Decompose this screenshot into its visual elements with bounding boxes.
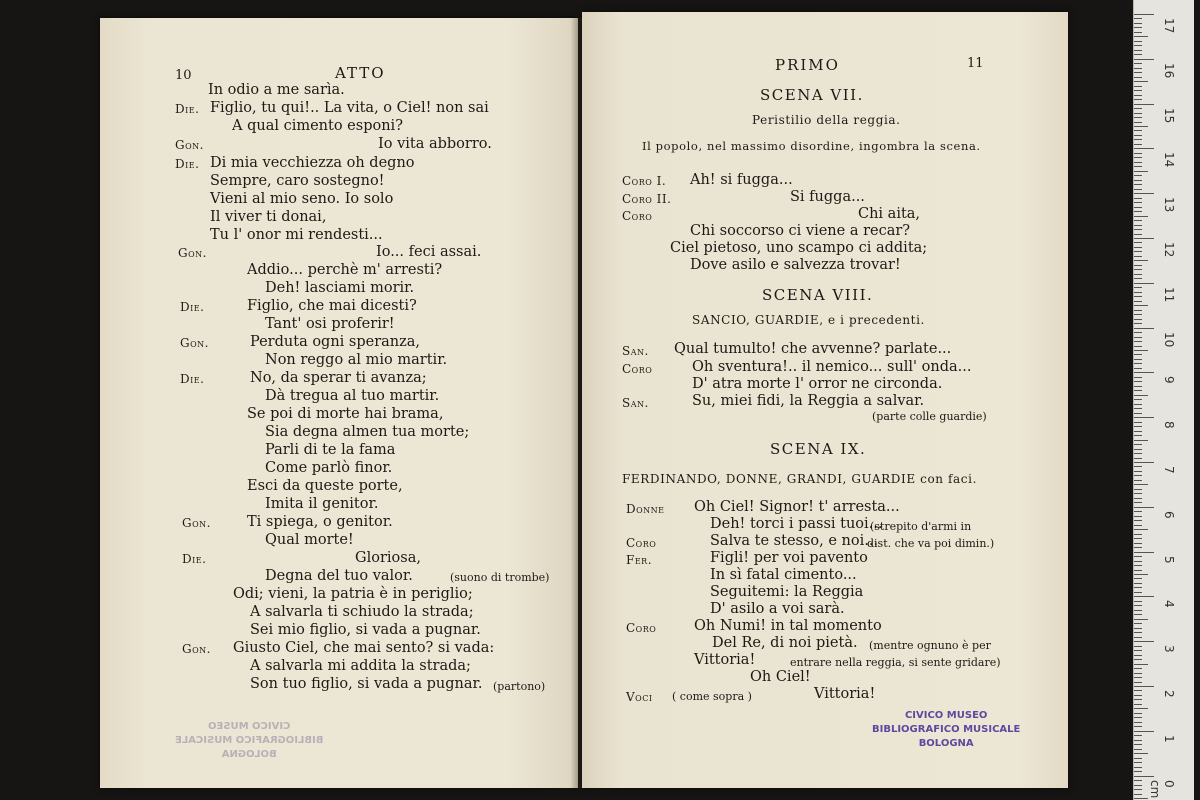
ruler-tick [1134, 381, 1142, 382]
speaker: Gon. [175, 138, 204, 152]
ruler-tick [1134, 587, 1142, 588]
speaker: Die. [175, 157, 200, 171]
ruler-tick [1134, 619, 1148, 620]
ruler-tick [1134, 180, 1142, 181]
ruler-tick [1134, 516, 1142, 517]
ruler-tick [1134, 189, 1142, 190]
ruler-tick [1134, 547, 1142, 548]
ruler-tick [1134, 36, 1148, 37]
verse-line: Deh! lasciami morir. [265, 280, 415, 296]
verse-line: Addio... perchè m' arresti? [247, 262, 443, 278]
ruler-tick [1134, 108, 1142, 109]
left-page [100, 18, 578, 788]
ruler-tick [1134, 502, 1142, 503]
ruler-tick [1134, 202, 1142, 203]
ruler-tick [1134, 475, 1142, 476]
ruler-number: 8 [1162, 421, 1176, 429]
verse-line: Se poi di morte hai brama, [247, 406, 444, 422]
ruler-tick [1134, 767, 1142, 768]
ruler-tick [1134, 690, 1142, 691]
scene-cast: FERDINANDO, DONNE, GRANDI, GUARDIE con faci. [622, 472, 977, 486]
speaker: Gon. [178, 246, 207, 260]
verse-line: Vittoria! [694, 652, 756, 668]
speaker: San. [622, 344, 649, 358]
verse-line: In sì fatal cimento... [710, 567, 857, 583]
verse-line: Qual morte! [265, 532, 354, 548]
ruler-tick [1134, 440, 1148, 441]
ruler-tick [1134, 153, 1142, 154]
ruler-tick [1134, 682, 1142, 683]
stage-direction: dist. che va poi dimin.) [867, 537, 995, 550]
ruler-tick [1134, 762, 1142, 763]
speaker: Gon. [182, 516, 211, 530]
ruler-tick [1134, 14, 1154, 15]
ruler-tick [1134, 605, 1142, 606]
ruler-tick [1134, 753, 1148, 754]
verse-line: Oh Ciel! Signor! t' arresta... [694, 499, 900, 515]
verse-line: Figlio, che mai dicesti? [247, 298, 417, 314]
verse-line: Degna del tuo valor. [265, 568, 413, 584]
ruler-number: 9 [1162, 376, 1176, 385]
verse-line: Ti spiega, o genitor. [247, 514, 393, 530]
speaker: Voci [626, 690, 653, 704]
ruler-tick [1134, 708, 1148, 709]
ruler-tick [1134, 328, 1154, 329]
ruler-number: 13 [1162, 197, 1176, 213]
verse-line: Del Re, di noi pietà. [712, 635, 858, 651]
verse-line: Di mia vecchiezza oh degno [210, 155, 415, 171]
ruler-tick [1134, 601, 1142, 602]
ruler-number: 12 [1162, 242, 1176, 258]
stage-direction: entrare nella reggia, si sente gridare) [790, 656, 1001, 669]
ruler-tick [1134, 157, 1142, 158]
ruler-tick [1134, 283, 1154, 284]
verse-line: A qual cimento esponi? [232, 118, 403, 134]
ruler-number: 0 cm [1148, 779, 1176, 798]
verse-line: In odio a me sarìa. [208, 82, 345, 98]
ruler-tick [1134, 211, 1142, 212]
stage-direction: ( come sopra ) [672, 690, 752, 703]
ruler-tick [1134, 99, 1142, 100]
ruler-tick [1134, 354, 1142, 355]
ruler-tick [1134, 713, 1142, 714]
verse-line: Sempre, caro sostegno! [210, 173, 385, 189]
ruler-number: 7 [1162, 466, 1176, 474]
speaker: Coro II. [622, 192, 672, 206]
measuring-ruler [1133, 0, 1194, 800]
ruler-tick [1134, 346, 1142, 347]
ruler-tick [1134, 399, 1142, 400]
verse-line: Giusto Ciel, che mai sento? si vada: [233, 640, 495, 656]
ruler-tick [1134, 785, 1142, 786]
ruler-number: 1 [1162, 734, 1176, 743]
ruler-tick [1134, 744, 1142, 745]
ruler-tick [1134, 377, 1142, 378]
speaker: Coro [622, 362, 653, 376]
ruler-tick [1134, 794, 1142, 795]
verse-line: Ah! si fugga... [690, 172, 793, 188]
ruler-tick [1134, 166, 1142, 167]
ruler-tick [1134, 162, 1142, 163]
ruler-tick [1134, 565, 1142, 566]
scene-title: SCENA IX. [770, 440, 867, 458]
ruler-tick [1134, 386, 1142, 387]
ruler-tick [1134, 68, 1142, 69]
verse-line: D' asilo a voi sarà. [710, 601, 845, 617]
ruler-tick [1134, 493, 1142, 494]
ruler-tick [1134, 511, 1142, 512]
verse-line: Qual tumulto! che avvenne? parlate... [674, 341, 952, 357]
verse-line: Seguitemi: la Reggia [710, 584, 864, 600]
ruler-tick [1134, 350, 1148, 351]
ruler-number: 14 [1162, 152, 1176, 168]
ruler-tick [1134, 90, 1142, 91]
ruler-tick [1134, 310, 1142, 311]
verse-line: Gloriosa, [355, 550, 421, 566]
verse-line: D' atra morte l' orror ne circonda. [692, 376, 943, 392]
ruler-tick [1134, 77, 1142, 78]
ruler-tick [1134, 498, 1142, 499]
verse-line: Il viver ti donai, [210, 209, 327, 225]
ruler-tick [1134, 677, 1142, 678]
ruler-tick [1134, 592, 1142, 593]
ruler-tick [1134, 139, 1142, 140]
ruler-tick [1134, 323, 1142, 324]
stage-direction: (partono) [493, 680, 546, 693]
ruler-tick [1134, 659, 1142, 660]
speaker: Coro [622, 209, 653, 223]
verse-line: Io... feci assai. [376, 244, 482, 260]
ruler-tick [1134, 341, 1142, 342]
ruler-tick [1134, 623, 1142, 624]
ruler-tick [1134, 390, 1142, 391]
ruler-tick [1134, 247, 1142, 248]
open-booklet [100, 10, 1070, 790]
ruler-tick [1134, 484, 1148, 485]
ruler-tick [1134, 798, 1148, 799]
ruler-number: 17 [1162, 18, 1176, 34]
speaker: Coro I. [622, 174, 667, 188]
verse-line: Son tuo figlio, si vada a pugnar. [250, 676, 483, 692]
verse-line: Oh sventura!.. il nemico... sull' onda... [692, 359, 972, 375]
speaker: Gon. [180, 336, 209, 350]
verse-line: Figli! per voi pavento [710, 550, 868, 566]
ruler-tick [1134, 363, 1142, 364]
verse-line: A salvarla mi addita la strada; [250, 658, 471, 674]
ruler-tick [1134, 265, 1142, 266]
speaker: Donne [626, 502, 665, 516]
speaker: Die. [182, 552, 207, 566]
ruler-tick [1134, 422, 1142, 423]
verse-line: Tant' osi proferir! [265, 316, 395, 332]
ruler-tick [1134, 538, 1142, 539]
stage-direction: (suono di trombe) [450, 571, 550, 584]
ruler-tick [1134, 489, 1142, 490]
ruler-tick [1134, 18, 1142, 19]
ruler-tick [1134, 234, 1142, 235]
speaker: San. [622, 396, 649, 410]
ruler-tick [1134, 287, 1142, 288]
ruler-tick [1134, 507, 1154, 508]
ruler-tick [1134, 144, 1142, 145]
ruler-tick [1134, 50, 1142, 51]
ruler-tick [1134, 198, 1142, 199]
ruler-tick [1134, 462, 1154, 463]
stage-direction: (parte colle guardie) [872, 410, 987, 423]
stage-direction: (mentre ognuno è per [869, 639, 991, 652]
ruler-tick [1134, 81, 1148, 82]
ruler-tick [1134, 225, 1142, 226]
ruler-tick [1134, 686, 1154, 687]
speaker: Die. [175, 102, 200, 116]
ruler-tick [1134, 596, 1154, 597]
scene-title: SCENA VIII. [762, 286, 874, 304]
ruler-tick [1134, 628, 1142, 629]
ruler-tick [1134, 130, 1142, 131]
verse-line: Figlio, tu qui!.. La vita, o Ciel! non sai [210, 100, 489, 116]
ruler-tick [1134, 480, 1142, 481]
verse-line: Sia degna almen tua morte; [265, 424, 470, 440]
ruler-tick [1134, 135, 1142, 136]
ruler-tick [1134, 740, 1142, 741]
verse-line: Come parlò finor. [265, 460, 393, 476]
ruler-tick [1134, 780, 1142, 781]
ruler-tick [1134, 637, 1142, 638]
ruler-tick [1134, 72, 1142, 73]
ruler-tick [1134, 771, 1142, 772]
verse-line: Vittoria! [814, 686, 876, 702]
ruler-number: 15 [1162, 107, 1176, 123]
verse-line: Odi; vieni, la patria è in periglio; [233, 586, 473, 602]
ruler-tick [1134, 731, 1154, 732]
ruler-tick [1134, 614, 1142, 615]
ruler-number: 11 [1162, 286, 1176, 303]
ruler-tick [1134, 41, 1142, 42]
ruler-tick [1134, 650, 1142, 651]
ruler-tick [1134, 466, 1142, 467]
ruler-number: 10 [1162, 331, 1176, 347]
ruler-tick [1134, 229, 1142, 230]
ruler-tick [1134, 220, 1142, 221]
ruler-tick [1134, 610, 1142, 611]
verse-line: Salva te stesso, e noi... [710, 533, 879, 549]
ruler-tick [1134, 561, 1142, 562]
ruler-tick [1134, 449, 1142, 450]
verse-line: Io vita abborro. [378, 136, 492, 152]
ruler-tick [1134, 319, 1142, 320]
ruler-tick [1134, 260, 1148, 261]
ruler-tick [1134, 184, 1142, 185]
ruler-tick [1134, 104, 1154, 105]
ruler-tick [1134, 632, 1142, 633]
verse-line: Ciel pietoso, uno scampo ci addita; [670, 240, 928, 256]
ruler-tick [1134, 305, 1148, 306]
ruler-tick [1134, 646, 1142, 647]
ruler-tick [1134, 426, 1142, 427]
stamp-offset-ghost: CIVICO MUSEO BIBLIOGRAFICO MUSICALE BOLOGNA [175, 721, 324, 760]
ruler-tick [1134, 722, 1142, 723]
ruler-number: 16 [1162, 62, 1176, 79]
page-number: 11 [967, 56, 984, 71]
speaker: Gon. [182, 642, 211, 656]
ruler-tick [1134, 126, 1148, 127]
ruler-tick [1134, 570, 1142, 571]
verse-line: Parli di te la fama [265, 442, 396, 458]
ruler-tick [1134, 296, 1142, 297]
ruler-tick [1134, 242, 1142, 243]
ruler-tick [1134, 556, 1142, 557]
right-page [582, 12, 1068, 788]
ruler-tick [1134, 54, 1142, 55]
ruler-tick [1134, 27, 1142, 28]
ruler-tick [1134, 726, 1142, 727]
ruler-tick [1134, 404, 1142, 405]
ruler-tick [1134, 776, 1154, 777]
verse-line: Perduta ogni speranza, [250, 334, 421, 350]
ruler-number: 4 [1162, 600, 1176, 609]
speaker: Die. [180, 300, 205, 314]
ruler-number: 3 [1162, 645, 1176, 653]
verse-line: Esci da queste porte, [247, 478, 403, 494]
scene-setting: Peristilio della reggia. [752, 113, 901, 127]
ruler-tick [1134, 45, 1142, 46]
ruler-tick [1134, 413, 1142, 414]
ruler-tick [1134, 534, 1142, 535]
ruler-tick [1134, 256, 1142, 257]
verse-line: Oh Ciel! [750, 669, 811, 685]
verse-line: Sei mio figlio, si vada a pugnar. [250, 622, 481, 638]
ruler-tick [1134, 552, 1154, 553]
ruler-tick [1134, 359, 1142, 360]
page-number: 10 [175, 68, 192, 83]
ruler-tick [1134, 574, 1148, 575]
ruler-tick [1134, 32, 1142, 33]
ruler-tick [1134, 695, 1142, 696]
ruler-tick [1134, 86, 1142, 87]
ruler-tick [1134, 395, 1148, 396]
ruler-tick [1134, 471, 1142, 472]
ruler-tick [1134, 435, 1142, 436]
ruler-tick [1134, 444, 1142, 445]
ruler-tick [1134, 749, 1142, 750]
page-header: ATTO [335, 64, 386, 82]
verse-line: Imita il genitor. [265, 496, 379, 512]
stage-direction: Il popolo, nel massimo disordine, ingombra la scena. [642, 139, 981, 153]
verse-line: Chi aita, [858, 206, 921, 222]
ruler-tick [1134, 520, 1142, 521]
library-stamp: CIVICO MUSEO BIBLIOGRAFICO MUSICALE BOLOGNA [872, 710, 1021, 749]
ruler-tick [1134, 453, 1142, 454]
ruler-tick [1134, 583, 1142, 584]
page-header: PRIMO [775, 56, 840, 74]
ruler-tick [1134, 193, 1154, 194]
ruler-tick [1134, 655, 1142, 656]
ruler-tick [1134, 207, 1142, 208]
stage-direction: (strepito d'armi in [870, 520, 972, 533]
ruler-tick [1134, 269, 1142, 270]
ruler-tick [1134, 95, 1142, 96]
ruler-tick [1134, 175, 1142, 176]
ruler-tick [1134, 122, 1142, 123]
verse-line: Chi soccorso ci viene a recar? [690, 223, 911, 239]
ruler-tick [1134, 641, 1154, 642]
ruler-tick [1134, 368, 1142, 369]
verse-line: No, da sperar ti avanza; [250, 370, 427, 386]
verse-line: Si fugga... [790, 189, 865, 205]
ruler-tick [1134, 704, 1142, 705]
verse-line: Su, miei fidi, la Reggia a salvar. [692, 393, 925, 409]
ruler-tick [1134, 238, 1154, 239]
ruler-tick [1134, 458, 1142, 459]
ruler-tick [1134, 543, 1142, 544]
ruler-number: 6 [1162, 510, 1176, 519]
ruler-tick [1134, 332, 1142, 333]
scene-title: SCENA VII. [760, 86, 864, 104]
ruler-tick [1134, 171, 1148, 172]
ruler-tick [1134, 673, 1142, 674]
ruler-tick [1134, 314, 1142, 315]
ruler-tick [1134, 148, 1154, 149]
ruler-tick [1134, 23, 1142, 24]
ruler-tick [1134, 372, 1154, 373]
ruler-tick [1134, 789, 1142, 790]
verse-line: Tu l' onor mi rendesti... [210, 227, 383, 243]
speaker: Coro [626, 621, 657, 635]
verse-line: Deh! torci i passi tuoi... [710, 516, 883, 532]
ruler-tick [1134, 735, 1142, 736]
ruler-tick [1134, 216, 1148, 217]
ruler-tick [1134, 117, 1142, 118]
scene-cast: SANCIO, GUARDIE, e i precedenti. [692, 313, 925, 327]
ruler-number: 2 [1162, 690, 1176, 698]
ruler-number: 5 [1162, 555, 1176, 564]
speaker: Coro [626, 536, 657, 550]
ruler-tick [1134, 717, 1142, 718]
verse-line: Non reggo al mio martir. [265, 352, 448, 368]
verse-line: A salvarla ti schiudo la strada; [250, 604, 474, 620]
verse-line: Oh Numi! in tal momento [694, 618, 882, 634]
ruler-tick [1134, 251, 1142, 252]
ruler-tick [1134, 668, 1142, 669]
ruler-tick [1134, 525, 1142, 526]
ruler-tick [1134, 301, 1142, 302]
ruler-tick [1134, 529, 1148, 530]
ruler-tick [1134, 63, 1142, 64]
ruler-tick [1134, 699, 1142, 700]
ruler-tick [1134, 274, 1142, 275]
ruler-tick [1134, 758, 1142, 759]
verse-line: Dà tregua al tuo martir. [265, 388, 440, 404]
ruler-tick [1134, 278, 1142, 279]
verse-line: Dove asilo e salvezza trovar! [690, 257, 901, 273]
ruler-tick [1134, 664, 1148, 665]
speaker: Die. [180, 372, 205, 386]
ruler-tick [1134, 292, 1142, 293]
ruler-tick [1134, 408, 1142, 409]
ruler-tick [1134, 337, 1142, 338]
ruler-tick [1134, 431, 1142, 432]
speaker: Fer. [626, 553, 653, 567]
ruler-tick [1134, 59, 1154, 60]
ruler-tick [1134, 578, 1142, 579]
ruler-tick [1134, 113, 1142, 114]
verse-line: Vieni al mio seno. Io solo [210, 191, 394, 207]
ruler-tick [1134, 417, 1154, 418]
